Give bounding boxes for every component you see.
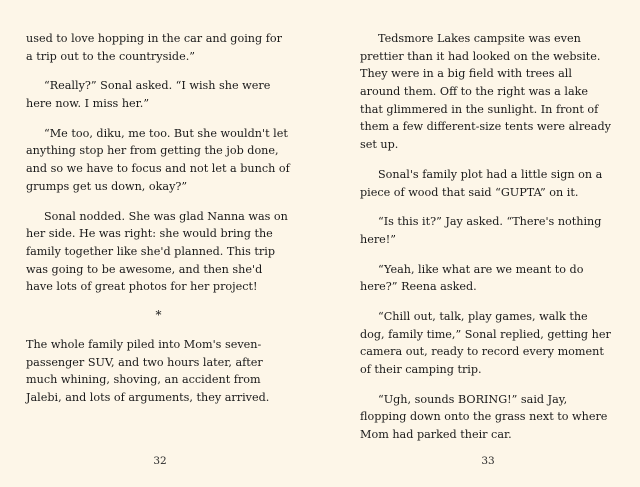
paragraph: “Ugh, sounds BORING!” said Jay, flopping down onto the grass next to where Mom had parked their car.	[360, 392, 608, 442]
paragraph: “Chill out, talk, play games, walk the dog, family time,” Sonal replied, getting her camera out, ready to record every moment of their camping trip.	[360, 309, 611, 376]
paragraph: “Is this it?” Jay asked. “There's nothing here!”	[360, 215, 602, 246]
page-number: 33	[481, 455, 495, 467]
paragraph: “Yeah, like what are we meant to do here?” Reena asked.	[360, 262, 584, 294]
paragraph: The whole family piled into Mom's seven-passenger SUV, and two hours later, after much whining, shoving, an accident from Jalebi, and lots of arguments, they arrived.	[26, 337, 270, 404]
page-number: 32	[153, 455, 167, 467]
section-divider: *	[155, 307, 163, 322]
paragraph: “Me too, diku, me too. But she wouldn't let anything stop her from getting the job done, and so we have to focus and not let a bunch of grumps get us down, okay?”	[26, 126, 290, 193]
right-page-body	[360, 30, 612, 444]
paragraph: “Really?” Sonal asked. “I wish she were here now. I miss her.”	[26, 79, 271, 111]
right-page	[320, 0, 640, 487]
paragraph: Sonal nodded. She was glad Nanna was on her side. He was right: she would bring the family together like she'd planned. This trip was going to be awesome, and then she'd have lots of great photos for her project!	[26, 209, 288, 294]
left-page-body	[26, 30, 292, 407]
paragraph: Tedsmore Lakes campsite was even prettier than it had looked on the website. They were in a big field with trees all around them. Off to the right was a lake that glimmered in the sunlight. In front of them a few different-size tents were already set up.	[360, 32, 611, 152]
paragraph: Sonal's family plot had a little sign on a piece of wood that said “GUPTA” on it.	[360, 167, 603, 199]
paragraph: used to love hopping in the car and going for a trip out to the countryside.”	[26, 32, 282, 63]
